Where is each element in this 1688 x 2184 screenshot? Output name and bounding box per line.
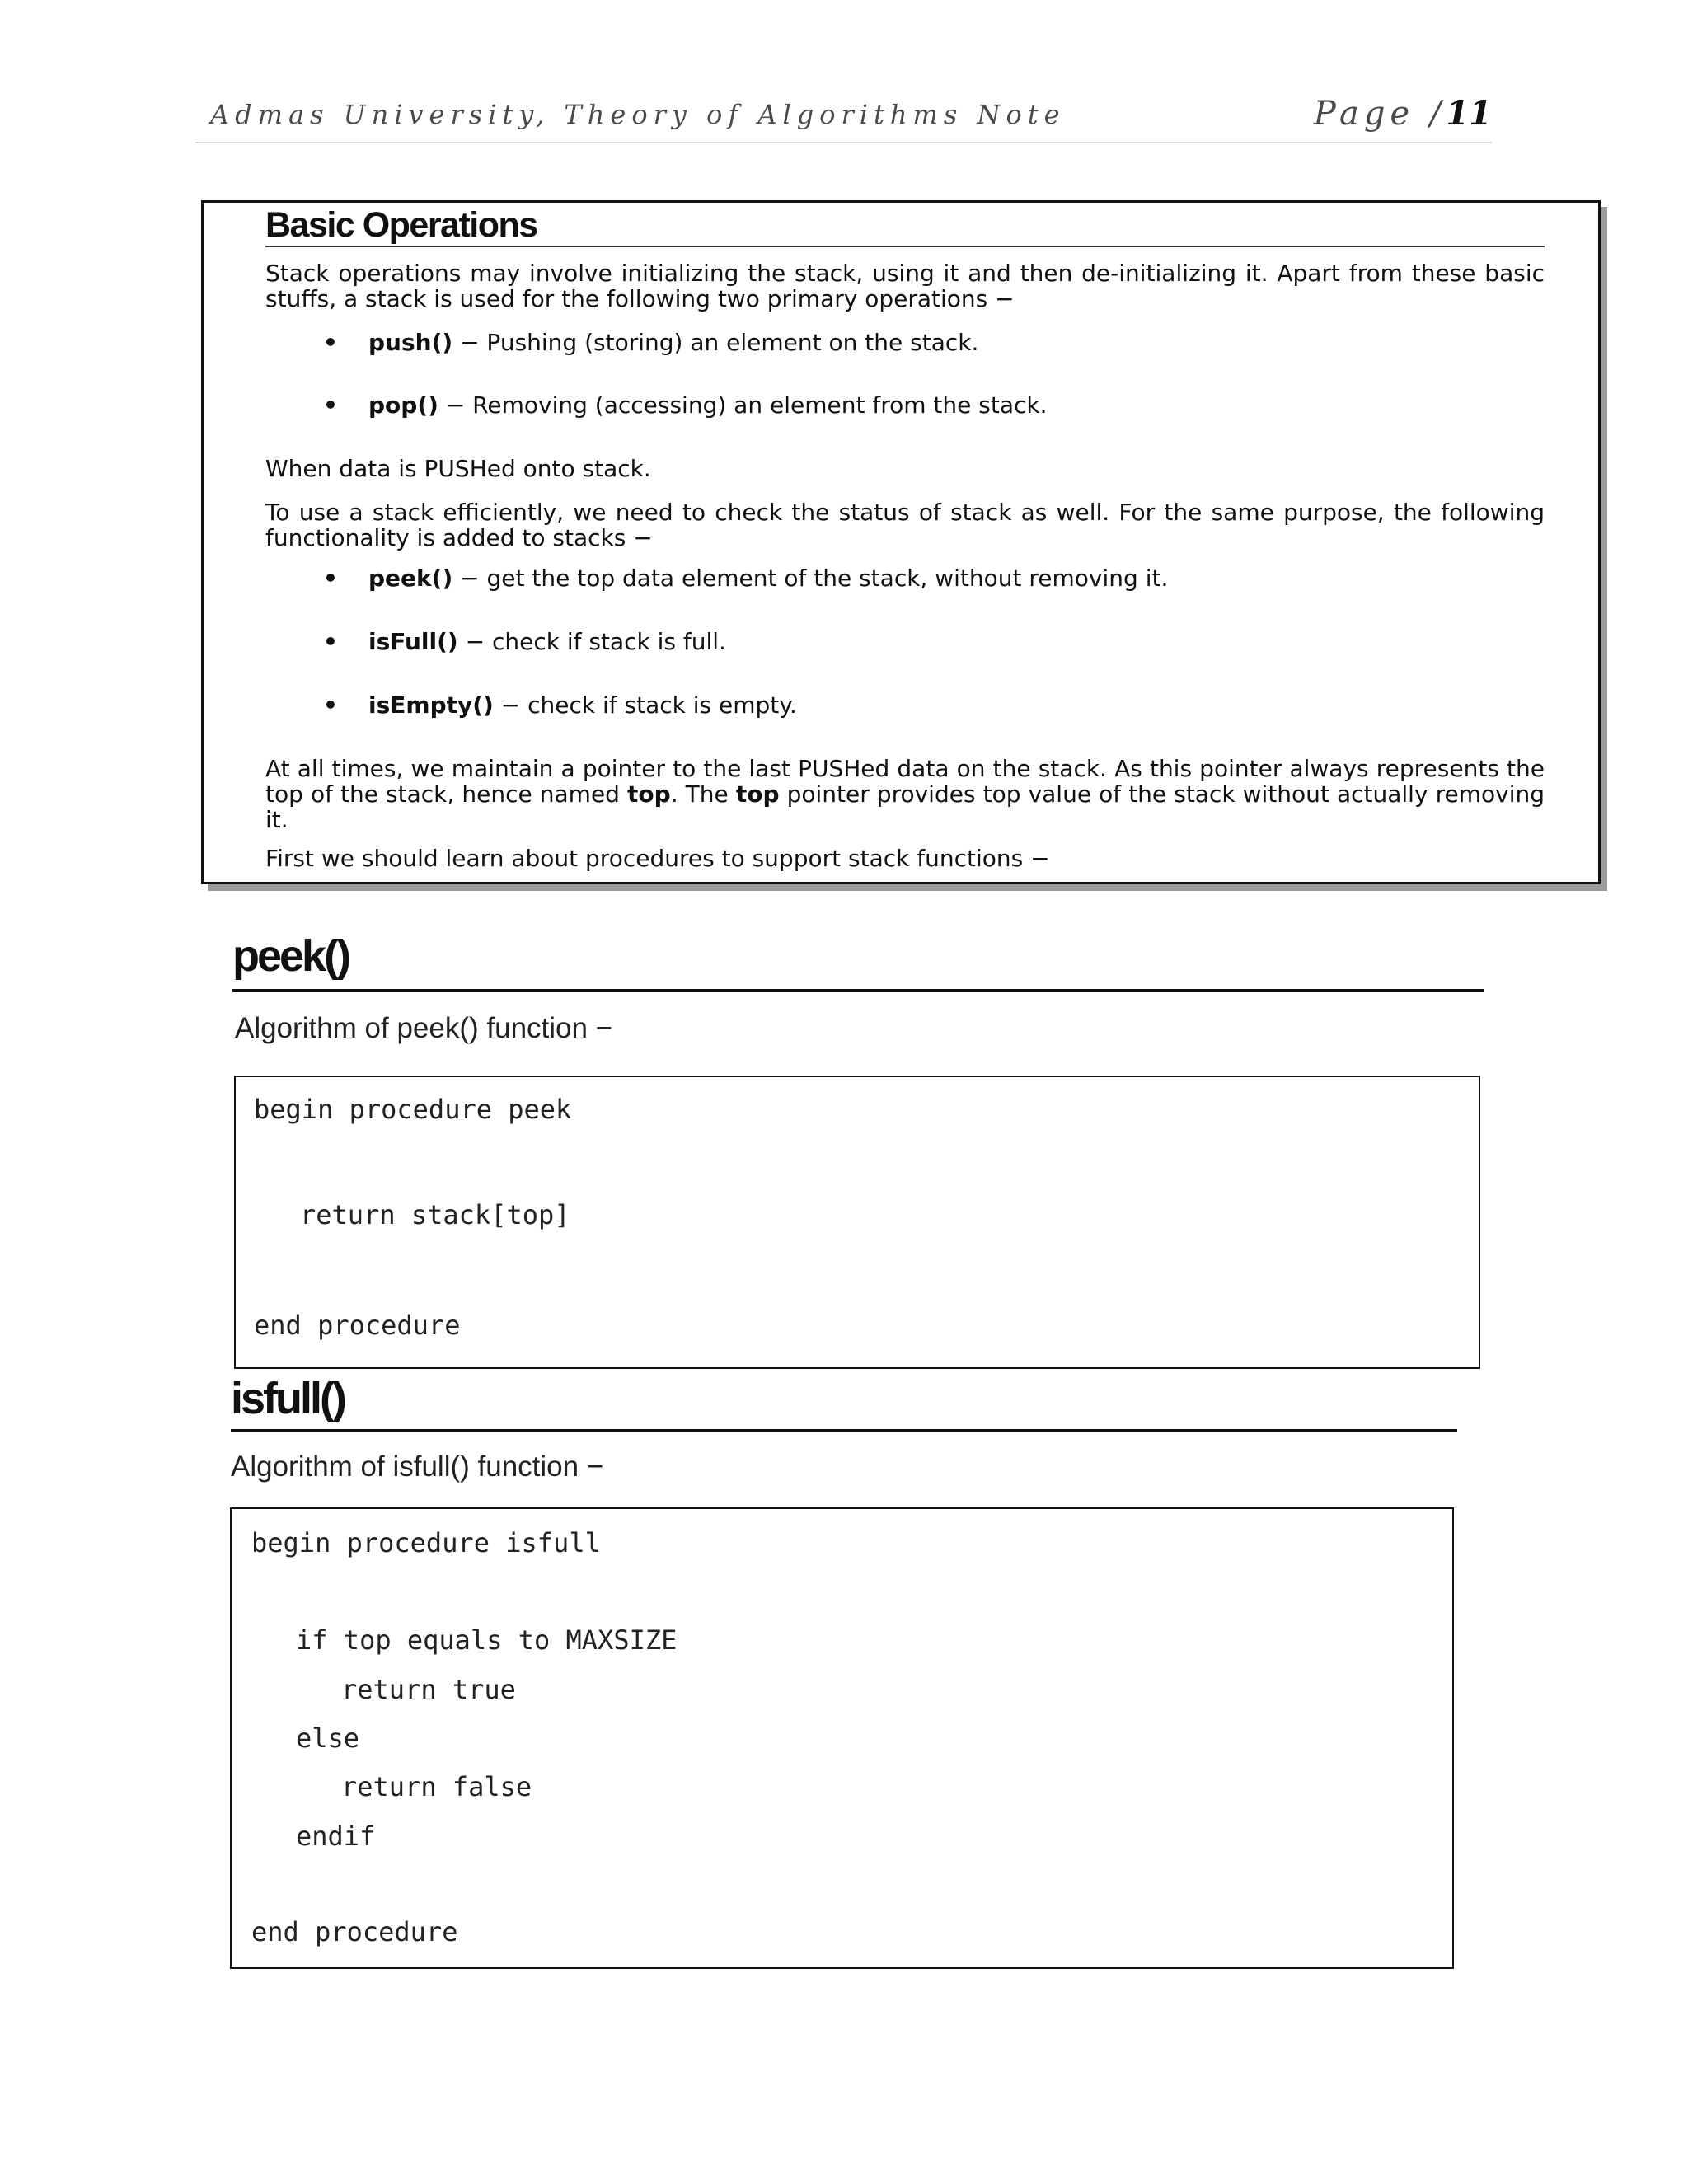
list-item-isfull — [265, 629, 1545, 654]
isfull-code-block — [230, 1507, 1454, 1969]
code-line: if top equals to MAXSIZE — [296, 1624, 678, 1656]
header-title: Admas University, Theory of Algorithms Note — [210, 99, 1066, 130]
list-item-push — [265, 330, 1545, 355]
op-name: push() — [368, 329, 453, 356]
list-item-pop — [265, 392, 1545, 418]
op-desc: − check if stack is empty. — [493, 691, 797, 719]
primary-operations-list — [265, 330, 1545, 418]
code-line: return stack[top] — [300, 1199, 570, 1230]
isfull-algorithm-label: Algorithm of isfull() function − — [231, 1451, 604, 1483]
op-desc: − check if stack is full. — [457, 628, 726, 655]
peek-heading: peek() — [232, 923, 1484, 992]
peek-code-block — [234, 1076, 1480, 1369]
code-line: endif — [296, 1821, 376, 1852]
page-number: 11 — [1446, 94, 1492, 133]
op-desc: − get the top data element of the stack, without removing it. — [452, 565, 1169, 592]
bullet-icon: • — [323, 329, 338, 356]
bullet-icon: • — [323, 691, 338, 719]
code-line: else — [296, 1722, 360, 1754]
status-intro-paragraph: To use a stack efficiently, we need to check the status of stack as well. For the same purpose, the following functionality is added to stacks − — [265, 499, 1545, 551]
peek-algorithm-label: Algorithm of peek() function − — [235, 1012, 613, 1044]
bullet-icon: • — [323, 391, 338, 419]
pointer-bold-2: top — [735, 780, 780, 808]
list-item-isempty — [265, 692, 1545, 718]
code-line: end procedure — [251, 1916, 458, 1947]
code-line: return true — [341, 1674, 516, 1705]
op-name: isFull() — [368, 628, 458, 655]
basic-operations-title: Basic Operations — [265, 203, 1545, 247]
pointer-bold-1: top — [627, 780, 671, 808]
page-header — [195, 92, 1492, 143]
basic-operations-box — [201, 200, 1601, 884]
code-line: begin procedure peek — [254, 1094, 572, 1125]
op-name: pop() — [368, 391, 438, 419]
op-desc: − Removing (accessing) an element from the stack. — [438, 391, 1048, 419]
code-line: end procedure — [254, 1310, 461, 1341]
basic-operations-content — [265, 203, 1545, 871]
closing-paragraph: First we should learn about procedures to support stack functions − — [265, 845, 1050, 872]
isfull-heading: isfull() — [231, 1368, 1457, 1432]
op-name: isEmpty() — [368, 691, 494, 719]
pointer-paragraph — [265, 756, 1545, 832]
pushed-note: When data is PUSHed onto stack. — [265, 455, 651, 482]
bullet-icon: • — [323, 565, 338, 592]
pointer-text-2: . The — [670, 780, 736, 808]
status-operations-list — [265, 565, 1545, 718]
pointer-text-1: At all times, we maintain a pointer to the last PUSHed data on the stack. As this pointer always represents the top of the stack, hence named — [265, 755, 1545, 808]
intro-paragraph: Stack operations may involve initializing the stack, using it and then de-initializing it. Apart from these basic stuffs, a stack is used for the following two primary operations − — [265, 260, 1545, 312]
code-line: return false — [341, 1771, 532, 1802]
page-label: Page / — [1313, 95, 1447, 133]
bullet-icon: • — [323, 628, 338, 655]
op-desc: − Pushing (storing) an element on the stack. — [452, 329, 979, 356]
list-item-peek — [265, 565, 1545, 591]
code-line: begin procedure isfull — [251, 1527, 601, 1558]
page-indicator — [1314, 94, 1492, 133]
op-name: peek() — [368, 565, 453, 592]
pointer-text-3: pointer provides top value of the stack without actually removing it. — [265, 780, 1545, 833]
